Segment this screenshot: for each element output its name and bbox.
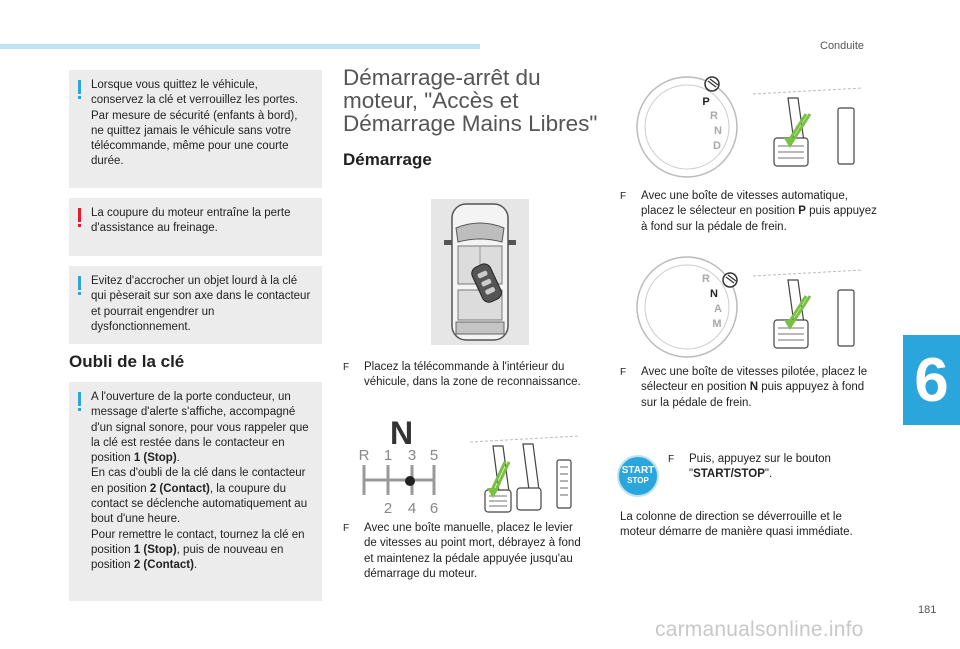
car-top-view-illustration bbox=[430, 198, 530, 346]
warning-text: La coupure du moteur entraîne la perte d'assistance au freinage. bbox=[91, 207, 291, 235]
bullet-icon: F bbox=[343, 523, 350, 534]
gear-label-6: 6 bbox=[429, 500, 439, 515]
dial-label-m: M bbox=[712, 318, 722, 330]
pedals-clutch-illustration bbox=[465, 432, 585, 522]
dial-label-d: D bbox=[713, 140, 721, 152]
gear-neutral-letter: N bbox=[390, 415, 414, 451]
gear-label-1: 1 bbox=[383, 447, 393, 464]
instruction-manual-gearbox: F Avec une boîte manuelle, placez le levier de vitesses au point mort, débrayez à fond et maintenez la pédale appuyée jusqu'au démarrage du moteur. bbox=[343, 522, 581, 580]
section-title-demarrage: Démarrage bbox=[343, 150, 432, 169]
oubli-text: A l'ouverture de la porte conducteur, un message d'alerte s'affiche, accompagné d'un signal sonore, pour vous rappeler que la clé est restée dans le contacteur en position 1 (Stop). En cas d'oubli de la clé dans le contacteur en position 2 (Contact), la coupure du contact se déclenche automatiquement au bout d'une heure. Pour remettre le contact, tournez la clé en position 1 (Stop), puis de nouveau en position 2 (Contact). bbox=[91, 391, 309, 572]
bullet-icon: F bbox=[343, 362, 350, 373]
instruction-automatic-gearbox: F Avec une boîte de vitesses automatique, placez le sélecteur en position P puis appuyez à fond sur la pédale de frein. bbox=[620, 190, 877, 233]
dial-label-n: N bbox=[714, 125, 722, 137]
dial-label-n: N bbox=[710, 288, 718, 300]
info-box-keep-key bbox=[69, 70, 322, 188]
info-text: Evitez d'accrocher un objet lourd à la clé qui pèserait sur son axe dans le contacteur et pourrait engendrer un dysfonctionnement. bbox=[91, 275, 311, 333]
watermark: carmanualsonline.info bbox=[655, 618, 864, 641]
bullet-icon: F bbox=[668, 454, 675, 465]
header-bar bbox=[0, 44, 480, 49]
instruction-remote: F Placez la télécommande à l'intérieur du véhicule, dans la zone de reconnaissance. bbox=[343, 361, 581, 389]
info-icon bbox=[78, 392, 81, 406]
dial-label-a: A bbox=[714, 303, 722, 315]
automatic-selector-dial bbox=[632, 72, 742, 182]
gear-label-3: 3 bbox=[407, 447, 417, 464]
instruction-start-button: F Puis, appuyez sur le bouton "START/STOP". bbox=[668, 453, 831, 481]
section-title-oubli: Oubli de la clé bbox=[69, 352, 185, 371]
info-text: Lorsque vous quittez le véhicule, conservez la clé et verrouillez les portes. Par mesure de sécurité (enfants à bord), ne quittez jamais le véhicule sans votre télécommande, même pour une courte durée. bbox=[91, 79, 299, 168]
gear-label-2: 2 bbox=[383, 500, 393, 515]
info-box-heavy-object bbox=[69, 266, 322, 344]
piloted-selector-dial bbox=[632, 252, 742, 362]
gear-pattern-illustration bbox=[350, 445, 445, 515]
final-note: La colonne de direction se déverrouille et le moteur démarre de manière quasi immédiate. bbox=[620, 511, 853, 539]
page-title: Démarrage-arrêt du moteur, "Accès et Démarrage Mains Libres" bbox=[343, 65, 598, 136]
chapter-tab: 6 bbox=[903, 335, 960, 425]
bullet-icon: F bbox=[620, 367, 627, 378]
warning-icon bbox=[78, 208, 81, 222]
gear-label-4: 4 bbox=[407, 500, 417, 515]
section-label: Conduite bbox=[820, 40, 865, 52]
page-number: 181 bbox=[918, 604, 937, 616]
pedals-brake-illustration bbox=[748, 80, 868, 180]
gear-label-r: R bbox=[358, 447, 370, 464]
dial-label-r: R bbox=[710, 110, 718, 122]
dial-label-r: R bbox=[702, 273, 710, 285]
warning-box-braking bbox=[69, 198, 322, 256]
info-box-forgotten-key bbox=[69, 382, 322, 601]
info-icon bbox=[78, 80, 81, 94]
pedals-brake-illustration-2 bbox=[748, 262, 868, 362]
bullet-icon: F bbox=[620, 191, 627, 202]
instruction-piloted-gearbox: F Avec une boîte de vitesses pilotée, placez le sélecteur en position N puis appuyez à fond sur la pédale de frein. bbox=[620, 366, 868, 409]
info-icon bbox=[78, 276, 81, 290]
start-stop-button-icon: START STOP bbox=[617, 455, 659, 497]
dial-label-p: P bbox=[702, 96, 710, 108]
gear-label-5: 5 bbox=[429, 447, 439, 464]
